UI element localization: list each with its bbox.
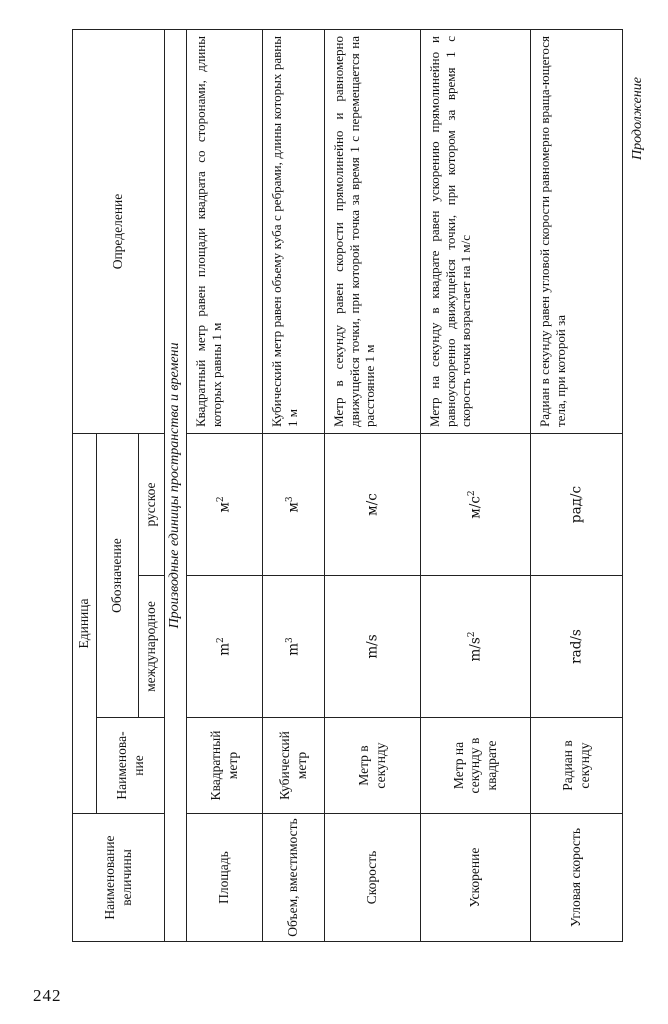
quantity-cell-text: Ускорение: [467, 847, 483, 908]
international-symbol-cell-text: m/s: [364, 634, 381, 659]
international-symbol-cell-exponent: 2: [216, 637, 227, 643]
header-definition: Определение: [73, 30, 165, 434]
international-symbol-cell: [531, 576, 623, 718]
header-unit: Единица: [73, 434, 97, 814]
unit-name-cell-text: Кубический метр: [277, 731, 309, 800]
unit-name-cell-text: Метр в секунду: [356, 742, 388, 789]
russian-symbol-cell: [531, 434, 623, 576]
definition-cell-text: Метр в секунду равен скорости прямолинейно и равномерно движущейся точки, при которой точка за время 1 с перемещается на расстояние 1 м: [331, 36, 378, 427]
definition-cell-text: Квадратный метр равен площади квадрата со сторонами, длины которых равны 1 м: [193, 36, 224, 427]
international-symbol-cell: [325, 576, 421, 718]
quantity-cell: [421, 814, 531, 942]
russian-symbol-cell-text: рад/с: [568, 485, 585, 524]
header-quantity: Наименование величины: [73, 814, 165, 942]
russian-symbol-cell: [263, 434, 325, 576]
header-designation: Обозначение: [97, 434, 139, 718]
unit-name-cell-text: Метр на секунду в квадрате: [451, 737, 499, 794]
russian-symbol-cell: [421, 434, 531, 576]
unit-name-cell: [263, 718, 325, 814]
international-symbol-cell-text: m/s: [467, 637, 484, 662]
international-symbol-cell-text: m: [216, 642, 233, 656]
definition-cell-text: Метр на секунду в квадрате равен ускорению прямолинейно и равноускоренно движущейся точки, при котором за время 1 с скорость точки возрастает на 1 м/с: [427, 36, 474, 427]
table-row: [421, 30, 531, 942]
header-international: международное: [139, 576, 165, 718]
quantity-cell: [531, 814, 623, 942]
definition-cell: [187, 30, 263, 434]
definition-cell: [421, 30, 531, 434]
international-symbol-cell: [421, 576, 531, 718]
international-symbol-cell-text: rad/s: [568, 629, 585, 664]
unit-name-cell: [187, 718, 263, 814]
unit-name-cell-text: Квадратный метр: [208, 730, 240, 801]
russian-symbol-cell-text: м/с: [364, 493, 381, 516]
international-symbol-cell: [263, 576, 325, 718]
quantity-cell-text: Площадь: [216, 851, 232, 904]
unit-name-cell: [421, 718, 531, 814]
section-title: Производные единицы пространства и времени: [165, 30, 187, 942]
definition-cell-text: Кубический метр равен объему куба с ребрами, длины которых равны 1 м: [269, 36, 300, 427]
international-symbol-cell-exponent: 3: [285, 637, 296, 643]
unit-name-cell: [325, 718, 421, 814]
russian-symbol-cell-exponent: 2: [216, 496, 227, 503]
page-number: 242: [33, 986, 62, 1005]
unit-name-cell-text: Радиан в секунду: [560, 740, 592, 791]
definition-cell: [325, 30, 421, 434]
russian-symbol-cell-exponent: 2: [467, 490, 478, 497]
quantity-cell: [263, 814, 325, 942]
russian-symbol-cell-text: м: [285, 502, 302, 513]
russian-symbol-cell: [325, 434, 421, 576]
quantity-cell-text: Объем, вместимость: [285, 818, 301, 937]
international-symbol-cell-text: m: [285, 642, 302, 656]
header-name: Наименова-ние: [97, 718, 165, 814]
russian-symbol-cell: [187, 434, 263, 576]
russian-symbol-cell-text: м/с: [467, 496, 484, 519]
table-row: [263, 30, 325, 942]
international-symbol-cell: [187, 576, 263, 718]
quantity-cell: [187, 814, 263, 942]
header-russian: русское: [139, 434, 165, 576]
international-symbol-cell-exponent: 2: [467, 631, 478, 638]
definition-cell: [263, 30, 325, 434]
continuation-label: Продолжение: [630, 77, 645, 160]
quantity-cell-text: Скорость: [364, 850, 380, 905]
table-row: [325, 30, 421, 942]
quantity-cell: [325, 814, 421, 942]
table-row: [531, 30, 623, 942]
definition-cell-text: Радиан в секунду равен угловой скорости равномерно враща-ющегося тела, при которой за: [537, 36, 568, 427]
table-body: [187, 30, 623, 942]
russian-symbol-cell-text: м: [216, 502, 233, 513]
russian-symbol-cell-exponent: 3: [285, 496, 296, 503]
table-row: [187, 30, 263, 942]
rotated-table-container: [72, 30, 618, 942]
quantity-cell-text: Угловая скорость: [568, 828, 584, 927]
unit-name-cell: [531, 718, 623, 814]
units-table: [72, 29, 623, 942]
definition-cell: [531, 30, 623, 434]
